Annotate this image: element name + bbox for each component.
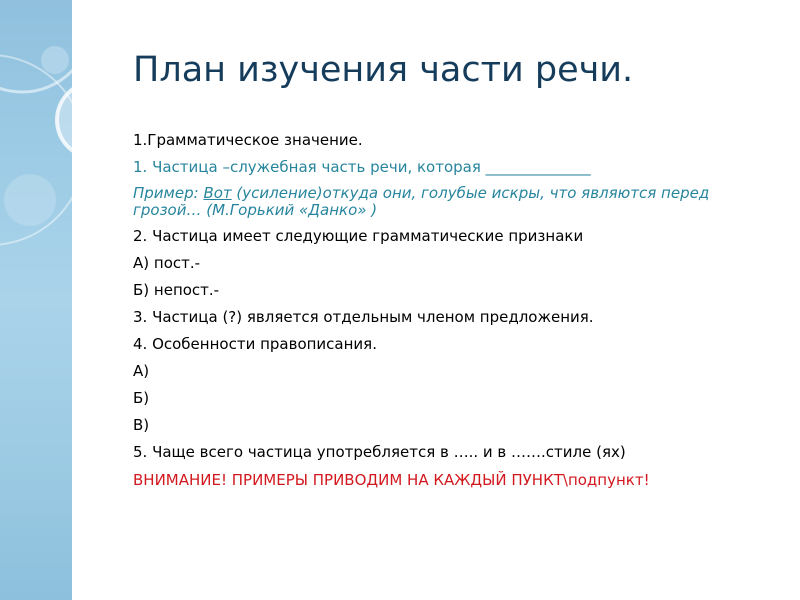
warning-note: ВНИМАНИЕ! ПРИМЕРЫ ПРИВОДИМ НА КАЖДЫЙ ПУНКТ\подпункт! [133,471,650,489]
item-usage-style: 5. Чаще всего частица употребляется в ….. и в …….стиле (ях) [133,443,626,461]
item-spelling-v: В) [133,416,150,434]
item-grammatical-meaning: 1.Грамматическое значение. [133,131,363,149]
item-spelling-a: А) [133,362,150,380]
example-prefix: Пример: [133,184,204,202]
item-particle-definition: 1. Частица –служебная часть речи, которая ______________ [133,158,591,176]
item-spelling-b: Б) [133,389,150,407]
example-text [133,185,773,219]
item-constant-features: А) пост.- [133,254,201,272]
item-spelling: 4. Особенности правописания. [133,335,377,353]
item-sentence-member: 3. Частица (?) является отдельным членом предложения. [133,308,594,326]
example-highlighted-word: Вот [203,184,232,202]
slide-content [133,131,773,499]
item-grammatical-features: 2. Частица имеет следующие грамматические признаки [133,227,584,245]
slide-title: План изучения части речи. [133,50,634,90]
example-rest: (усиление)откуда они, голубые искры, что являются перед грозой… (М.Горький «Данко» ) [133,184,710,219]
item-variable-features: Б) непост.- [133,281,220,299]
